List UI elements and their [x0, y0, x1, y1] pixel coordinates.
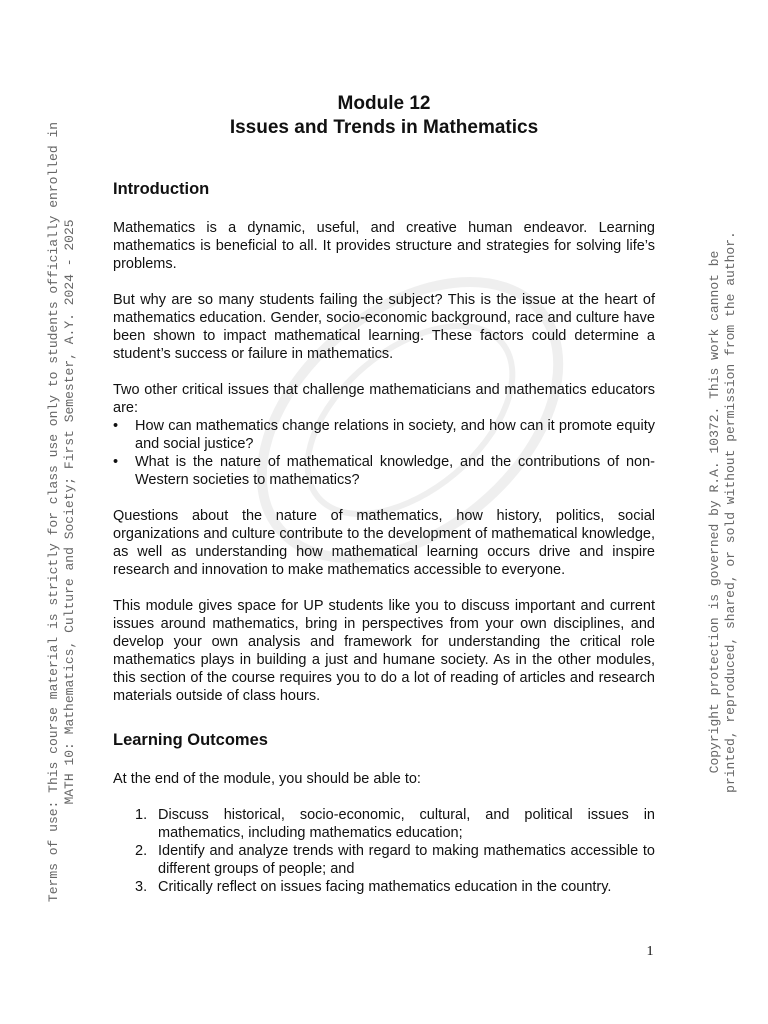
- terms-of-use-note: [46, 122, 78, 902]
- copyright-note: [707, 231, 739, 793]
- item-text: Discuss historical, socio-economic, cultural, and political issues in mathematics, including mathematics education;: [158, 807, 655, 841]
- page-title: [0, 92, 768, 140]
- bullet-text: What is the nature of mathematical knowledge, and the contributions of non-Western societies to mathematics?: [135, 454, 655, 488]
- intro-paragraph-1: Mathematics is a dynamic, useful, and creative human endeavor. Learning mathematics is beneficial to all. It provides structure and strategies for solving life’s problems.: [113, 220, 655, 272]
- intro-paragraph-5: This module gives space for UP students like you to discuss important and current issues around mathematics, bring in perspectives from your own disciplines, and develop your own analysis and framework for understanding the critical role mathematics plays in building a just and humane society. As in the other modules, this section of the course requires you to do a lot of reading of articles and research materials outside of class hours.: [113, 598, 655, 704]
- intro-paragraph-4: Questions about the nature of mathematics, how history, politics, social organizations and culture contribute to the development of mathematical knowledge, as well as understanding how mathematical learning occurs drive and inspire research and innovation to make mathematics accessible to everyone.: [113, 508, 655, 578]
- page-number: 1: [646, 944, 654, 959]
- module-body: [113, 178, 655, 896]
- learning-outcomes-list: [113, 806, 655, 896]
- list-item: [113, 453, 655, 489]
- terms-line-1: Terms of use: This course material is strictly for class use only to students officially enrolled in: [46, 121, 61, 903]
- list-item: [113, 806, 655, 842]
- item-text: Critically reflect on issues facing mathematics education in the country.: [158, 879, 612, 895]
- item-number: 3.: [135, 879, 148, 895]
- learning-outcomes-heading: Learning Outcomes: [113, 731, 268, 749]
- item-number: 1.: [135, 807, 148, 823]
- bullet-mark: •: [113, 454, 119, 470]
- critical-issues-list: [113, 417, 655, 489]
- list-item: [113, 842, 655, 878]
- intro-paragraph-3: Two other critical issues that challenge mathematicians and mathematics educators are:: [113, 382, 655, 416]
- bullet-text: How can mathematics change relations in society, and how can it promote equity and social justice?: [135, 418, 655, 452]
- copyright-line-1: Copyright protection is governed by R.A. 10372. This work cannot be: [707, 250, 722, 774]
- list-item: [113, 417, 655, 453]
- item-text: Identify and analyze trends with regard to making mathematics accessible to different groups of people; and: [158, 843, 655, 877]
- module-number: Module 12: [337, 93, 431, 114]
- bullet-mark: •: [113, 418, 119, 434]
- introduction-heading: Introduction: [113, 180, 210, 198]
- terms-line-2: MATH 10: Mathematics, Culture and Society; First Semester, A.Y. 2024 - 2025: [62, 219, 77, 805]
- copyright-line-2: printed, reproduced, shared, or sold without permission from the author.: [723, 231, 738, 793]
- item-number: 2.: [135, 843, 148, 859]
- list-item: [113, 878, 655, 896]
- intro-paragraph-2: But why are so many students failing the subject? This is the issue at the heart of mathematics education. Gender, socio-economic background, race and culture have been shown to impact mathematical learning. These factors could determine a student’s success or failure in mathematics.: [113, 292, 655, 362]
- module-title: Issues and Trends in Mathematics: [229, 117, 539, 138]
- outcomes-lead: At the end of the module, you should be able to:: [113, 771, 421, 787]
